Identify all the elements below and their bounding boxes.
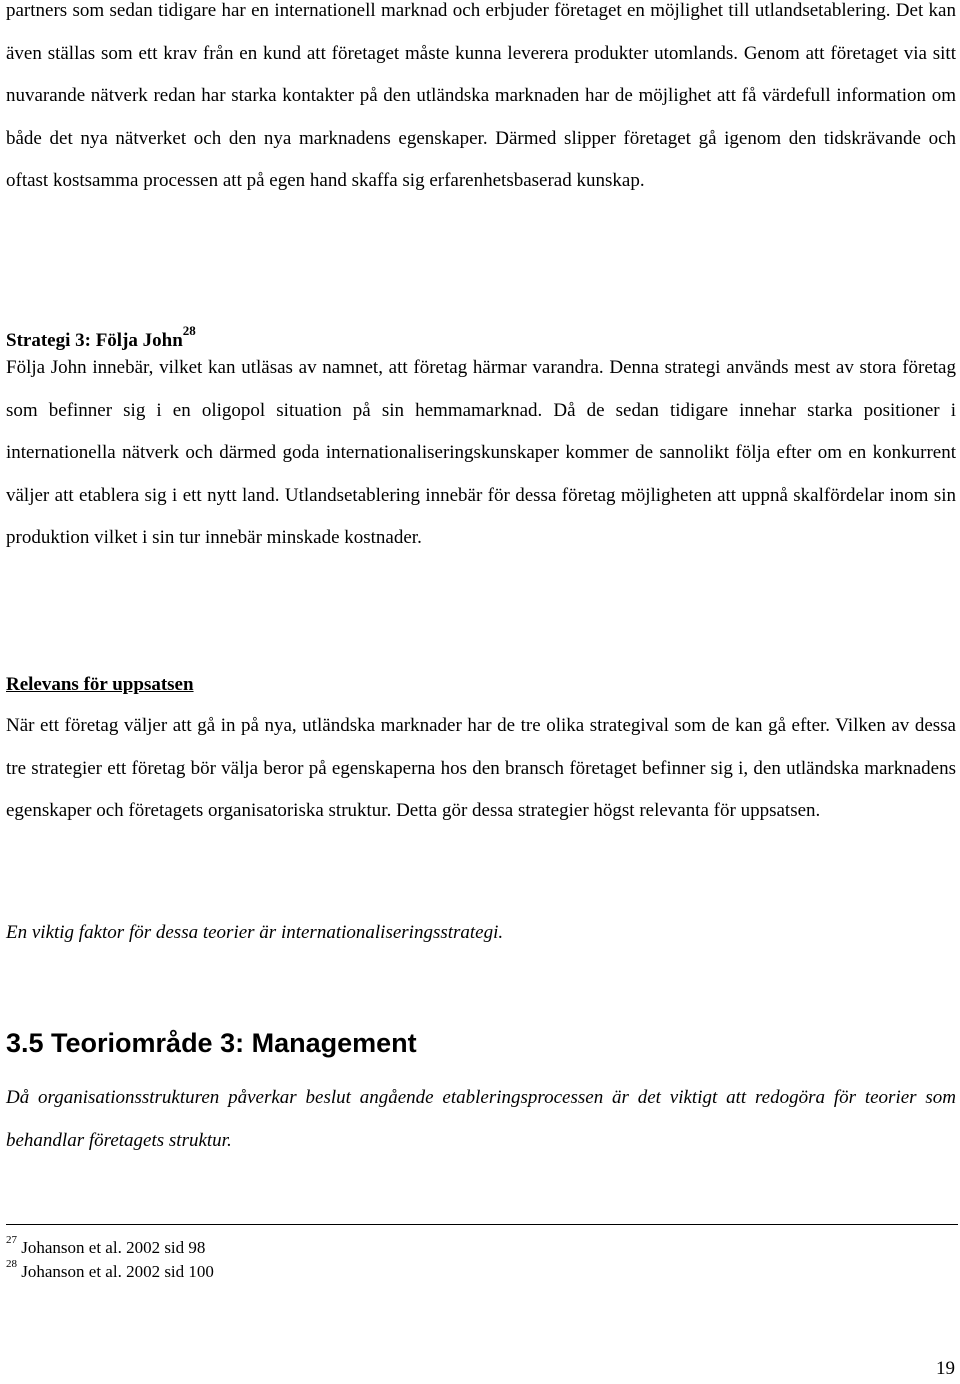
footnote-number: 27 — [6, 1234, 17, 1247]
body-paragraph-2: Följa John innebär, vilket kan utläsas av namnet, att företag härmar varandra. Denna strategi används mest av stora företag som befinner sig i en oligopol situation på sin hemmamarknad. Då de sedan tidigare innehar starka positioner i internationella nätverk och därmed goda internationaliseringskunskaper kommer de sannolikt följa efter om en konkurrent väljer att etablera sig i ett nytt land. Utlandsetablering innebär för dessa företag möjligheten att uppnå skalfördelar inom sin produktion vilket i sin tur innebär minskade kostnader. — [6, 357, 956, 548]
body-paragraph-1: partners som sedan tidigare har en internationell marknad och erbjuder företaget en möjlighet till utlandsetablering. Det kan även ställas som ett krav från en kund att företaget måste kunna leverera produkter utomlands. Genom att företaget via sitt nuvarande nätverk redan har starka kontakter på den utländska marknaden har de möjlighet att få värdefull information om både det nya nätverket och den nya marknadens egenskaper. Därmed slipper företaget gå igenom den tidskrävande och oftast kostsamma processen att på egen hand skaffa sig erfarenhetsbaserad kunskap. — [6, 0, 956, 191]
section-heading: 3.5 Teoriområde 3: Management — [6, 1028, 417, 1058]
footnotes — [6, 1236, 214, 1284]
body-paragraph-5: Då organisationsstrukturen påverkar beslut angående etableringsprocessen är det viktigt att redogöra för teorier som behandlar företagets struktur. — [6, 1087, 956, 1151]
body-paragraph-3: När ett företag väljer att gå in på nya, utländska marknader har de tre olika strategival som de kan gå efter. Vilken av dessa tre strategier ett företag bör välja beror på egenskaperna hos den bransch företaget befinner sig i, den utländska marknadens egenskaper och företagets organisatoriska struktur. Detta gör dessa strategier högst relevanta för uppsatsen. — [6, 715, 956, 821]
strategy-heading-text: Strategi 3: Följa John — [6, 330, 183, 351]
footnote-divider — [6, 1224, 958, 1225]
footnote-number: 28 — [6, 1258, 17, 1271]
footnote-27 — [6, 1236, 214, 1260]
footnote-text: Johanson et al. 2002 sid 98 — [21, 1238, 206, 1257]
footnote-text: Johanson et al. 2002 sid 100 — [21, 1262, 214, 1281]
footnote-28 — [6, 1260, 214, 1284]
relevance-heading: Relevans för uppsatsen — [6, 674, 194, 695]
page-number: 19 — [936, 1358, 955, 1379]
footnote-ref-28: 28 — [182, 322, 196, 338]
body-paragraph-4: En viktig faktor för dessa teorier är internationaliseringsstrategi. — [6, 922, 504, 943]
